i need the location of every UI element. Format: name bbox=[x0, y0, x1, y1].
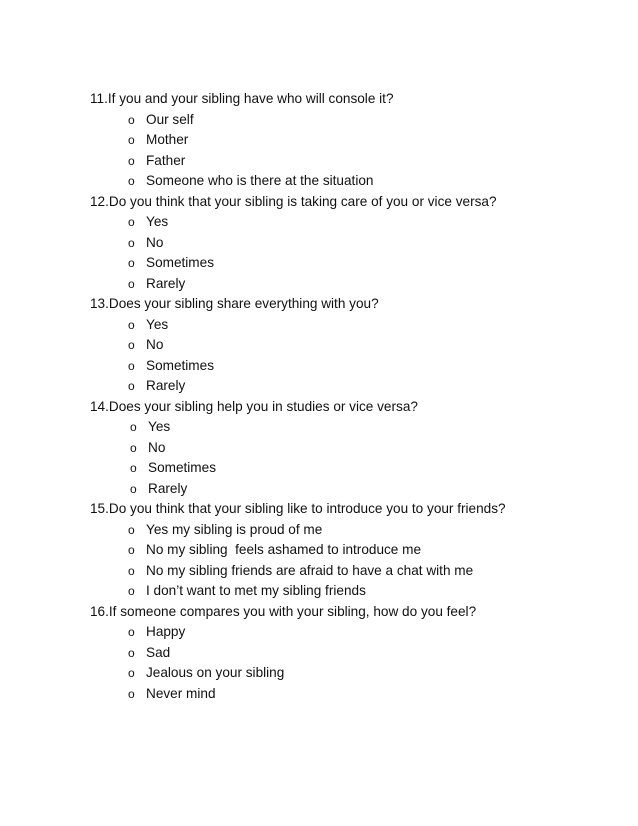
option-label: Yes bbox=[146, 214, 169, 229]
hollow-bullet-icon: o bbox=[128, 666, 135, 680]
option-list bbox=[90, 110, 620, 192]
option-list bbox=[90, 212, 620, 294]
option-item bbox=[90, 438, 620, 459]
hollow-bullet-icon: o bbox=[128, 645, 135, 660]
option-item bbox=[90, 663, 620, 684]
option-label: No my sibling feels ashamed to introduce me bbox=[146, 542, 422, 557]
question-text: 15.Do you think that your sibling like to introduce you to your friends? bbox=[90, 501, 506, 516]
option-item bbox=[90, 622, 620, 643]
hollow-bullet-icon: o bbox=[128, 276, 135, 291]
hollow-bullet-icon: o bbox=[128, 112, 135, 127]
option-item bbox=[90, 274, 620, 295]
option-label: Happy bbox=[146, 624, 186, 639]
option-item bbox=[90, 417, 620, 438]
option-list bbox=[90, 520, 620, 602]
option-label: Father bbox=[146, 152, 186, 168]
option-list bbox=[90, 622, 620, 704]
option-item bbox=[90, 581, 620, 602]
hollow-bullet-icon: o bbox=[128, 543, 135, 557]
question-15 bbox=[90, 499, 620, 602]
questionnaire bbox=[90, 89, 620, 704]
question-text: 14.Does your sibling help you in studies or vice versa? bbox=[90, 398, 418, 414]
option-label: Yes bbox=[146, 316, 169, 332]
question-12 bbox=[90, 192, 620, 295]
question-text: 12.Do you think that your sibling is taking care of you or vice versa? bbox=[90, 193, 497, 209]
option-item bbox=[90, 520, 620, 541]
hollow-bullet-icon: o bbox=[128, 174, 135, 188]
option-label: Sometimes bbox=[148, 460, 216, 475]
option-label: Mother bbox=[146, 132, 189, 147]
question-11 bbox=[90, 89, 620, 192]
option-item bbox=[90, 376, 620, 397]
hollow-bullet-icon: o bbox=[128, 317, 135, 332]
option-item bbox=[90, 171, 620, 192]
hollow-bullet-icon: o bbox=[128, 215, 135, 229]
option-label: Rarely bbox=[146, 378, 186, 393]
option-list bbox=[90, 315, 620, 397]
option-item bbox=[90, 684, 620, 705]
option-label: I don’t want to met my sibling friends bbox=[146, 583, 366, 598]
hollow-bullet-icon: o bbox=[128, 522, 135, 537]
option-label: Someone who is there at the situation bbox=[146, 173, 374, 188]
option-item bbox=[90, 643, 620, 664]
question-text: 13.Does your sibling share everything with you? bbox=[90, 296, 379, 311]
hollow-bullet-icon: o bbox=[130, 420, 137, 434]
hollow-bullet-icon: o bbox=[128, 625, 135, 639]
question-text: 11.If you and your sibling have who will console it? bbox=[90, 91, 394, 106]
option-label: Jealous on your sibling bbox=[146, 665, 285, 680]
option-label: Our self bbox=[146, 111, 194, 127]
hollow-bullet-icon: o bbox=[128, 584, 135, 598]
hollow-bullet-icon: o bbox=[128, 256, 135, 270]
question-16 bbox=[90, 602, 620, 705]
option-item bbox=[90, 253, 620, 274]
option-item bbox=[90, 130, 620, 151]
option-item bbox=[90, 458, 620, 479]
option-item bbox=[90, 233, 620, 254]
option-label: Sometimes bbox=[146, 255, 214, 270]
option-label: Never mind bbox=[146, 685, 216, 701]
hollow-bullet-icon: o bbox=[128, 338, 135, 352]
option-item bbox=[90, 561, 620, 582]
hollow-bullet-icon: o bbox=[130, 440, 137, 455]
option-item bbox=[90, 540, 620, 561]
option-label: Yes bbox=[148, 419, 171, 434]
hollow-bullet-icon: o bbox=[128, 686, 135, 701]
hollow-bullet-icon: o bbox=[128, 563, 135, 578]
option-list bbox=[90, 417, 620, 499]
hollow-bullet-icon: o bbox=[128, 153, 135, 168]
option-item bbox=[90, 315, 620, 336]
option-label: Rarely bbox=[148, 480, 188, 496]
option-label: Yes my sibling is proud of me bbox=[146, 521, 323, 537]
option-label: No bbox=[148, 439, 166, 455]
option-label: No my sibling friends are afraid to have a chat with me bbox=[146, 562, 474, 578]
question-13 bbox=[90, 294, 620, 397]
question-14 bbox=[90, 397, 620, 500]
option-item bbox=[90, 479, 620, 500]
option-item bbox=[90, 151, 620, 172]
hollow-bullet-icon: o bbox=[128, 379, 135, 393]
option-label: No bbox=[146, 337, 164, 352]
option-label: No bbox=[146, 234, 164, 250]
hollow-bullet-icon: o bbox=[130, 481, 137, 496]
option-label: Sad bbox=[146, 644, 171, 660]
hollow-bullet-icon: o bbox=[128, 358, 135, 373]
option-item bbox=[90, 335, 620, 356]
question-text: 16.If someone compares you with your sibling, how do you feel? bbox=[90, 603, 477, 619]
hollow-bullet-icon: o bbox=[130, 461, 137, 475]
option-label: Sometimes bbox=[146, 357, 214, 373]
option-item bbox=[90, 110, 620, 131]
hollow-bullet-icon: o bbox=[128, 235, 135, 250]
hollow-bullet-icon: o bbox=[128, 133, 135, 147]
option-label: Rarely bbox=[146, 275, 186, 291]
option-item bbox=[90, 212, 620, 233]
option-item bbox=[90, 356, 620, 377]
